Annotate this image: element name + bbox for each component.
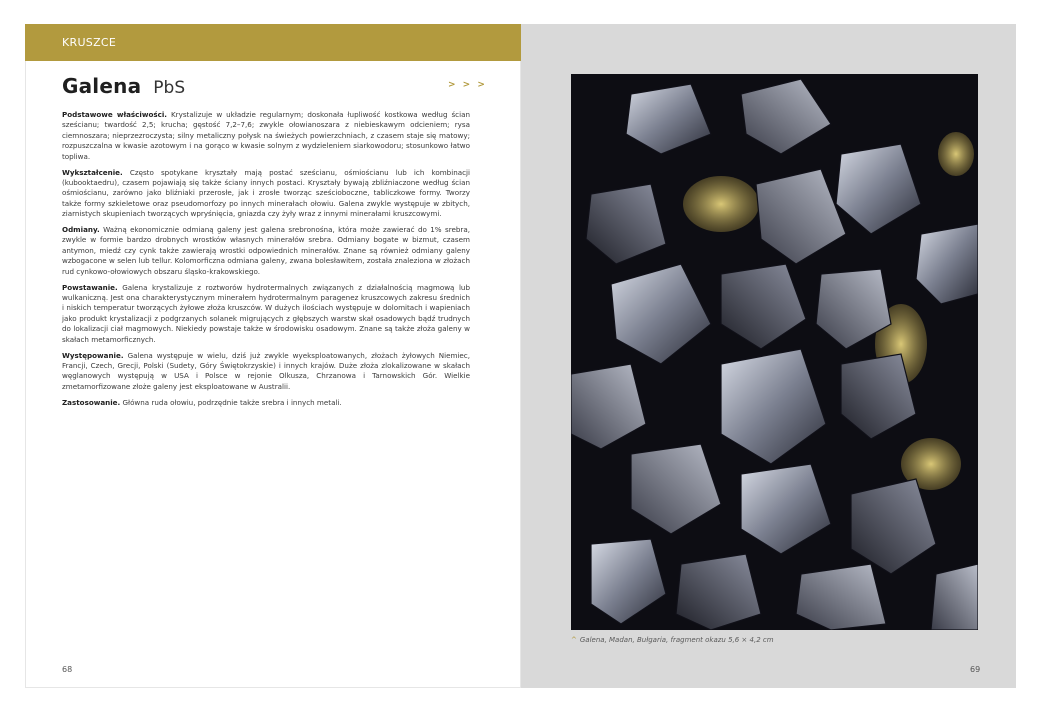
title-row	[62, 74, 185, 102]
continue-arrows-icon: > > >	[448, 80, 487, 90]
section-label: KRUSZCE	[62, 36, 117, 49]
paragraph-text: Galena krystalizuje z roztworów hydrotermalnych związanych z działalnością magmową lub wulkaniczną. Jest ona charakterystycznym minerałem hydrotermalnym paragenez kruszcowych zakresu średnich i niskich temperatur tworzących żyłowe złoża kruszców. W dużych ilościach występuje w dolomitach i wapieniach jako produkt krystalizacji z podgrzanych solanek migrujących z głębszych warstw skał osadowych bądź trudnych do lokalizacji ciał magmowych. Niekiedy powstaje także w środowisku osadowym. Znane są także złoża galeny w skałach metamorficznych.	[62, 282, 470, 344]
mineral-name: Galena	[62, 74, 142, 98]
paragraph-text: Krystalizuje w układzie regularnym; doskonała łupliwość kostkowa według ścian sześcianu; twardość 2,5; krucha; gęstość 7,2–7,6; zwykle ołowianoszara z niebieskawym odcieniem; rysa ciemnoszara; nieprzezroczysta; silny metaliczny połysk na świeżych powierzchniach, z czasem staje się matowy; rozpuszczalna w kwasie azotowym i na gorąco w kwasie solnym z wydzieleniem siarkowodoru; stosunkowo łatwo topliwa.	[62, 110, 470, 161]
paragraph	[62, 168, 470, 220]
right-page	[521, 24, 1016, 688]
paragraph-heading: Zastosowanie.	[62, 397, 121, 407]
page-number-left: 68	[62, 665, 73, 674]
paragraph	[62, 283, 470, 345]
page-number-right: 69	[970, 665, 981, 674]
paragraph-text: Główna ruda ołowiu, podrzędnie także srebra i innych metali.	[120, 397, 342, 407]
paragraph-text: Galena występuje w wielu, dziś już zwykle wyeksploatowanych, złożach żyłowych Niemiec, Francji, Czech, Grecji, Polski (Sudety, Góry Świętokrzyskie) i innych krajów. Duże złoża zlokalizowane w skałach węglanowych występują w USA i Polsce w rejonie Olkusza, Chrzanowa i Tarnowskich Gór. Wielkie zmetamorfizowane złoże galeny jest eksploatowane w Australii.	[62, 350, 470, 391]
description-text	[62, 110, 470, 414]
paragraph	[62, 110, 470, 162]
paragraph	[62, 398, 470, 408]
paragraph	[62, 351, 470, 393]
book-spread	[25, 24, 1016, 688]
paragraph	[62, 225, 470, 277]
caret-up-icon: ^	[571, 636, 577, 644]
photo-caption	[571, 636, 991, 644]
paragraph-heading: Odmiany.	[62, 225, 100, 235]
paragraph-heading: Podstawowe właściwości.	[62, 110, 168, 119]
section-header-bar	[25, 24, 521, 61]
paragraph-heading: Wykształcenie.	[62, 167, 123, 177]
paragraph-heading: Występowanie.	[62, 350, 124, 360]
left-page	[25, 24, 521, 688]
mineral-formula: PbS	[153, 78, 186, 98]
galena-photo	[571, 74, 978, 630]
paragraph-text: Ważną ekonomicznie odmianą galeny jest galena srebronośna, która może zawierać do 1% srebra, zwykle w formie bardzo drobnych wrostków własnych minerałów srebra. Odmiany bogate w bizmut, czasem antymon, miedź czy cynk także zawierają wrostki odpowiednich minerałów. Znane są również odmiany galeny wzbogacone w selen lub tellur. Kolomorficzna odmiana galeny, zwana bolesławitem, została znaleziona w złożach rud cynkowo-ołowiowych obszaru śląsko-krakowskiego.	[62, 225, 470, 276]
paragraph-heading: Powstawanie.	[62, 282, 118, 292]
caption-text: Galena, Madan, Bułgaria, fragment okazu 5,6 × 4,2 cm	[579, 636, 774, 644]
paragraph-text: Często spotykane kryształy mają postać sześcianu, ośmiościanu lub ich kombinacji (kubooktaedru), czasem pojawiają się także ściany innych postaci. Kryształy bywają zbliźniaczone według ścian ośmiościanu, zarówno jako bliźniaki przerosłe, jak i zrosłe tworząc sześcioboczne, tabliczkowe formy. Tworzy także formy szkieletowe oraz pseudomorfozy po innych minerałach ołowiu. Galena zwykle występuje w zbitych, ziarnistych skupieniach tworzących wpryśnięcia, gniazda czy żyły wraz z innymi minerałami kruszcowymi.	[62, 167, 470, 219]
